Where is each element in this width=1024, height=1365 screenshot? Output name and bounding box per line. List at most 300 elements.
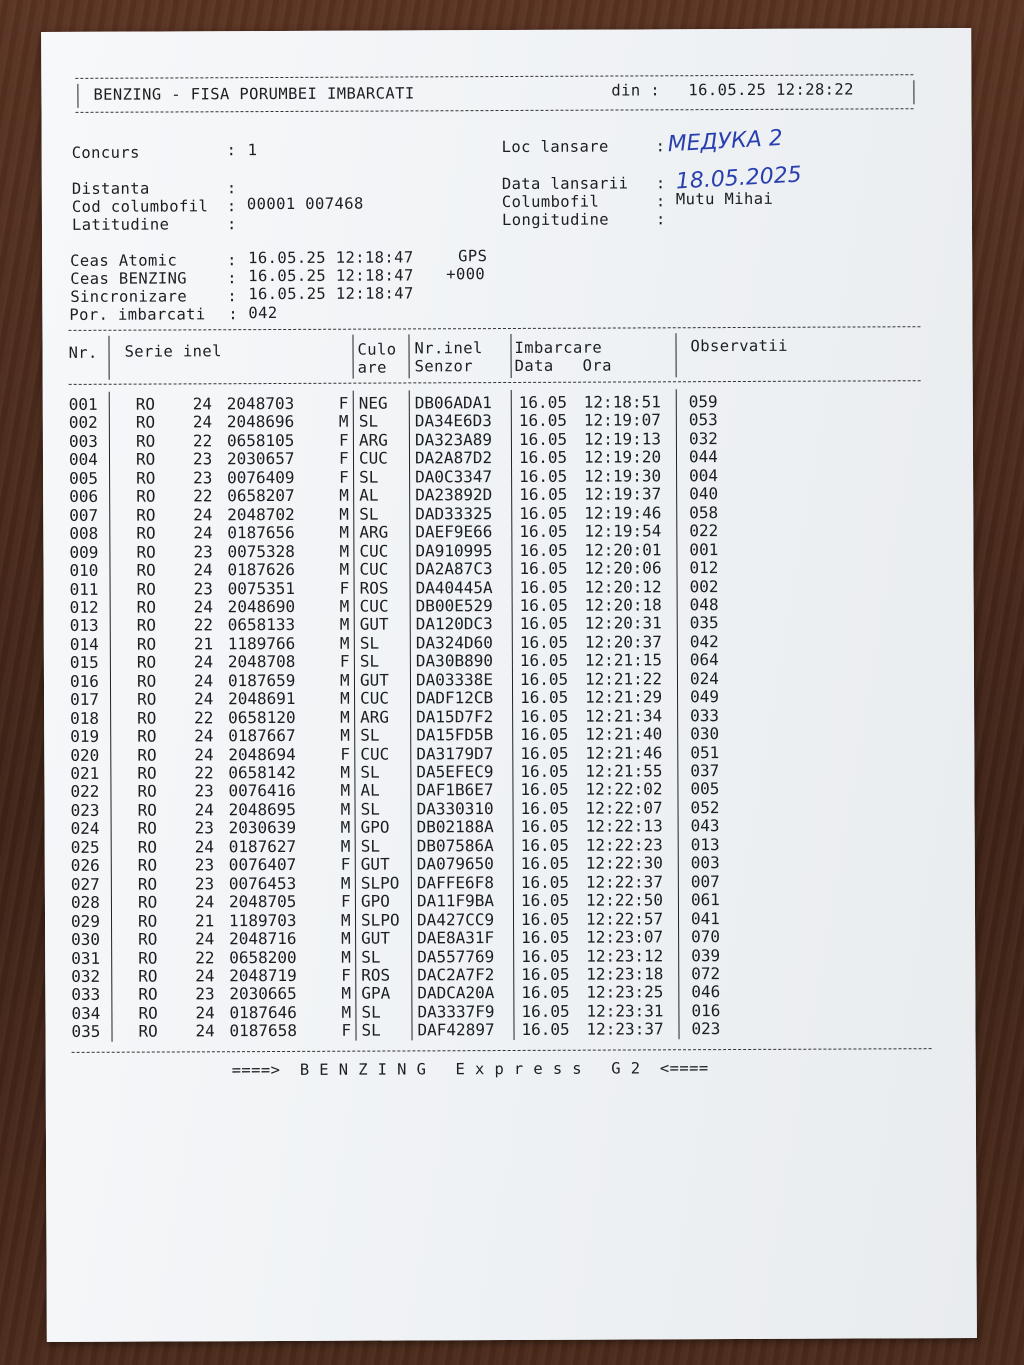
col-header-data: Data	[514, 356, 554, 375]
row-sex: F	[339, 651, 350, 672]
row-sex: M	[341, 984, 352, 1004]
row-sex: M	[340, 799, 351, 819]
row-date: 16.05	[520, 817, 569, 837]
row-ring: 1189766	[227, 633, 296, 654]
loc-lansare-colon: :	[655, 137, 666, 156]
row-nr: 006	[69, 487, 99, 507]
row-obs: 041	[690, 908, 720, 928]
row-nr: 004	[68, 450, 98, 470]
table-header-rule	[69, 380, 921, 386]
row-year: 22	[194, 707, 214, 728]
row-nr: 016	[69, 671, 99, 691]
row-time: 12:19:46	[584, 503, 662, 523]
row-color: SL	[358, 412, 379, 432]
cod-columbofil-colon: :	[226, 197, 237, 216]
row-year: 23	[193, 541, 213, 561]
row-sex: F	[338, 393, 349, 413]
row-country: RO	[137, 708, 157, 728]
data-lansarii-handwritten: 18.05.2025	[675, 162, 803, 195]
row-sensor: DA557769	[417, 946, 495, 966]
row-sensor: DA2A87D2	[414, 448, 493, 468]
row-obs: 039	[691, 945, 721, 965]
row-country: RO	[138, 929, 158, 949]
row-sensor: DA03338E	[415, 669, 494, 690]
row-date: 16.05	[519, 595, 568, 615]
row-nr: 009	[69, 542, 99, 562]
row-country: RO	[136, 542, 156, 562]
table-top-rule	[68, 326, 920, 332]
row-obs: 023	[691, 1019, 721, 1039]
row-ring: 2030657	[226, 449, 295, 469]
columbofil-colon: :	[655, 192, 666, 211]
row-time: 12:21:15	[584, 650, 662, 670]
row-color: GUT	[359, 614, 389, 635]
row-sensor: DA120DC3	[415, 614, 493, 634]
body-divider	[511, 390, 515, 1040]
row-ring: 2030639	[228, 818, 297, 838]
row-country: RO	[136, 505, 156, 525]
row-date: 16.05	[520, 909, 570, 929]
row-obs: 003	[690, 853, 720, 873]
row-sex: M	[339, 485, 349, 505]
row-date: 16.05	[521, 927, 570, 947]
row-sex: M	[340, 707, 350, 727]
row-color: CUC	[358, 448, 388, 468]
concurs-value: 1	[247, 141, 258, 160]
row-color: NEG	[358, 393, 388, 413]
row-country: RO	[137, 892, 158, 912]
row-time: 12:21:29	[585, 687, 663, 707]
row-obs: 040	[689, 484, 719, 504]
row-sensor: DA079650	[416, 854, 494, 874]
row-nr: 032	[71, 966, 101, 986]
row-color: ARG	[360, 707, 390, 727]
row-time: 12:19:20	[583, 447, 662, 468]
row-sex: M	[339, 541, 350, 561]
row-time: 12:23:25	[586, 982, 664, 1003]
row-color: ROS	[361, 965, 391, 985]
cod-columbofil-label: Cod columbofil	[71, 197, 209, 216]
row-ring: 0658120	[228, 707, 296, 727]
row-ring: 0187626	[227, 559, 295, 580]
row-date: 16.05	[521, 1020, 570, 1040]
row-nr: 011	[69, 579, 99, 599]
col-header-are: are	[357, 358, 387, 377]
row-country: RO	[135, 394, 156, 414]
row-date: 16.05	[520, 798, 569, 818]
row-ring: 2048694	[228, 744, 296, 764]
row-country: RO	[138, 1021, 158, 1041]
row-sensor: DB07586A	[416, 835, 494, 856]
row-year: 24	[193, 597, 213, 617]
cod-columbofil-value: 00001 007468	[246, 194, 364, 214]
row-ring: 0187667	[228, 726, 296, 746]
row-time: 12:19:07	[583, 410, 661, 431]
col-divider	[408, 334, 409, 378]
row-obs: 016	[691, 1000, 721, 1021]
row-sex: M	[339, 596, 350, 616]
row-nr: 017	[70, 689, 100, 710]
row-sex: M	[340, 910, 351, 930]
row-year: 22	[193, 486, 213, 506]
row-year: 23	[192, 449, 213, 469]
por-imbarcati-value: 042	[248, 304, 278, 323]
row-color: CUC	[359, 596, 389, 616]
row-time: 12:23:18	[586, 964, 664, 984]
row-country: RO	[137, 855, 158, 875]
col-header-nrinel: Nr.inel	[414, 339, 483, 358]
row-nr: 021	[70, 763, 100, 783]
row-nr: 022	[70, 782, 100, 802]
row-sensor: DA40445A	[415, 577, 493, 597]
col-header-nr: Nr.	[68, 343, 98, 362]
row-color: SL	[359, 504, 379, 524]
printout-sheet	[41, 28, 977, 1342]
row-year: 21	[194, 910, 215, 930]
row-ring: 0075328	[227, 541, 295, 561]
row-country: RO	[136, 615, 157, 636]
row-sensor: DA330310	[416, 798, 494, 819]
row-sensor: DAF42897	[417, 1020, 495, 1040]
row-nr: 010	[69, 560, 99, 580]
row-date: 16.05	[520, 743, 569, 763]
row-ring: 0658105	[226, 430, 295, 451]
row-obs: 042	[689, 631, 719, 652]
row-color: SL	[360, 836, 381, 856]
row-sex: M	[339, 559, 350, 579]
row-color: CUC	[360, 744, 390, 764]
row-date: 16.05	[521, 983, 570, 1003]
row-date: 16.05	[520, 780, 569, 800]
row-obs: 007	[690, 871, 720, 891]
row-year: 24	[192, 412, 213, 432]
columbofil-label: Columbofil	[501, 192, 600, 212]
row-year: 22	[192, 431, 213, 451]
row-obs: 044	[688, 447, 718, 467]
row-date: 16.05	[519, 484, 568, 505]
row-time: 12:20:31	[584, 613, 662, 634]
row-obs: 052	[690, 797, 720, 818]
row-country: RO	[136, 634, 157, 654]
row-color: ARG	[358, 430, 388, 450]
row-year: 24	[193, 504, 213, 525]
row-sensor: DAE8A31F	[417, 928, 495, 948]
row-sensor: DA11F9BA	[416, 891, 495, 911]
row-obs: 024	[689, 668, 719, 688]
row-ring: 1189703	[228, 910, 297, 930]
row-obs: 037	[690, 761, 720, 781]
row-sex: F	[339, 578, 350, 598]
row-time: 12:21:46	[585, 742, 663, 763]
row-date: 16.05	[518, 429, 568, 449]
row-ring: 2048702	[227, 504, 295, 524]
col-header-observatii: Observatii	[690, 336, 788, 356]
row-sex: M	[339, 522, 350, 542]
row-year: 23	[195, 984, 215, 1004]
concurs-label: Concurs	[71, 143, 140, 162]
row-obs: 048	[689, 595, 719, 615]
row-sex: M	[341, 1002, 352, 1022]
row-date: 16.05	[520, 835, 569, 855]
row-obs: 032	[688, 428, 718, 449]
row-sex: F	[341, 1020, 352, 1041]
row-year: 24	[193, 560, 213, 580]
row-country: RO	[138, 948, 158, 968]
row-color: GUT	[360, 854, 390, 874]
col-divider	[352, 335, 353, 379]
row-obs: 059	[688, 392, 718, 412]
row-color: GPA	[361, 983, 391, 1004]
row-sensor: DB02188A	[416, 817, 494, 837]
row-date: 16.05	[520, 872, 570, 892]
row-date: 16.05	[519, 503, 568, 523]
row-time: 12:19:30	[584, 466, 662, 486]
row-nr: 018	[70, 708, 100, 728]
row-country: RO	[136, 597, 156, 617]
row-date: 16.05	[519, 669, 569, 689]
col-header-culo: Culo	[357, 340, 397, 359]
row-sensor: DA2A87C3	[415, 559, 493, 579]
row-time: 12:20:12	[584, 576, 662, 597]
row-year: 24	[194, 726, 214, 746]
row-country: RO	[136, 579, 156, 599]
row-ring: 0075351	[227, 578, 296, 598]
row-ring: 2048690	[227, 596, 296, 617]
row-sensor: DB00E529	[415, 596, 493, 616]
row-sensor: DADCA20A	[417, 983, 495, 1003]
row-color: CUC	[360, 688, 390, 708]
ceas-benzing-colon: :	[227, 269, 237, 288]
row-date: 16.05	[518, 411, 568, 431]
row-sex: M	[338, 412, 349, 432]
row-sex: M	[340, 873, 351, 893]
row-ring: 0658200	[229, 947, 297, 967]
row-time: 12:19:54	[584, 521, 662, 541]
row-country: RO	[135, 431, 156, 451]
row-ring: 0076407	[228, 855, 297, 875]
row-obs: 001	[689, 539, 719, 559]
row-date: 16.05	[519, 651, 569, 671]
row-obs: 035	[689, 613, 719, 633]
col-header-senzor: Senzor	[414, 357, 474, 376]
sincronizare-value: 16.05.25 12:18:47	[248, 284, 414, 304]
row-sensor: DA3337F9	[417, 1001, 495, 1022]
row-country: RO	[137, 911, 158, 931]
row-time: 12:23:37	[586, 1019, 664, 1039]
row-year: 24	[194, 892, 215, 912]
row-country: RO	[136, 671, 157, 691]
row-obs: 033	[690, 705, 720, 725]
row-country: RO	[136, 468, 156, 488]
header-right-border	[913, 80, 914, 104]
row-sex: M	[340, 688, 350, 708]
row-nr: 005	[69, 468, 99, 488]
ceas-atomic-colon: :	[227, 251, 237, 270]
row-nr: 008	[69, 523, 99, 544]
row-year: 23	[194, 873, 215, 894]
row-year: 24	[195, 1021, 215, 1041]
row-time: 12:21:22	[584, 669, 663, 689]
row-sensor: DA23892D	[415, 485, 493, 505]
row-date: 16.05	[520, 687, 569, 708]
row-obs: 043	[690, 816, 720, 836]
row-obs: 058	[689, 502, 719, 522]
row-year: 24	[193, 652, 214, 672]
row-color: SL	[361, 947, 381, 967]
body-divider	[109, 392, 113, 1042]
row-obs: 072	[691, 964, 721, 984]
row-country: RO	[136, 560, 156, 580]
row-ring: 0187627	[228, 836, 297, 857]
row-obs: 013	[690, 834, 720, 855]
row-year: 22	[193, 615, 214, 635]
row-color: SL	[360, 725, 380, 745]
por-imbarcati-colon: :	[228, 305, 239, 324]
row-country: RO	[136, 523, 156, 543]
row-year: 24	[194, 837, 215, 857]
col-divider	[108, 336, 109, 380]
longitudine-colon: :	[655, 210, 666, 229]
row-sensor: DA324D60	[415, 632, 493, 653]
row-color: GPO	[360, 891, 390, 911]
row-country: RO	[137, 874, 158, 894]
row-country: RO	[138, 1003, 158, 1023]
row-country: RO	[136, 486, 156, 506]
row-color: SL	[359, 633, 380, 653]
row-nr: 031	[71, 948, 101, 968]
row-color: CUC	[359, 541, 389, 561]
row-year: 22	[195, 947, 215, 967]
col-divider	[510, 334, 511, 378]
latitudine-colon: :	[226, 215, 237, 234]
row-nr: 020	[70, 745, 100, 765]
row-date: 16.05	[520, 890, 570, 911]
row-country: RO	[137, 800, 157, 820]
row-sex: M	[339, 670, 350, 690]
row-sex: M	[340, 725, 350, 745]
row-date: 16.05	[518, 392, 567, 412]
row-obs: 002	[689, 576, 719, 596]
row-date: 16.05	[520, 853, 569, 874]
col-header-ora: Ora	[582, 356, 612, 375]
row-nr: 013	[69, 616, 99, 636]
row-year: 24	[194, 800, 214, 820]
row-sensor: DA0C3347	[415, 466, 493, 487]
row-ring: 2048719	[229, 965, 297, 986]
loc-lansare-label: Loc lansare	[501, 137, 609, 157]
row-sensor: DA427CC9	[416, 909, 495, 929]
row-date: 16.05	[519, 632, 569, 652]
row-ring: 0187658	[229, 1021, 297, 1041]
row-date: 16.05	[521, 964, 570, 984]
ceas-atomic-value: 16.05.25 12:18:47	[248, 248, 414, 268]
row-year: 24	[193, 523, 213, 543]
row-ring: 0076409	[227, 467, 295, 488]
row-ring: 0076416	[228, 781, 296, 801]
ceas-atomic-suffix: GPS	[458, 247, 488, 266]
header-bottom-rule	[75, 108, 913, 114]
row-color: GPO	[360, 817, 390, 837]
body-divider	[676, 389, 680, 1039]
row-color: SL	[360, 799, 380, 819]
row-date: 16.05	[520, 706, 569, 726]
row-sex: F	[338, 430, 349, 450]
col-header-serie: Serie inel	[124, 342, 222, 361]
row-time: 12:18:51	[583, 392, 661, 412]
row-country: RO	[137, 763, 157, 783]
row-sex: M	[340, 818, 351, 838]
sincronizare-label: Sincronizare	[70, 287, 188, 306]
row-time: 12:22:50	[585, 890, 664, 910]
row-date: 16.05	[520, 724, 569, 745]
row-nr: 023	[70, 800, 100, 820]
row-date: 16.05	[519, 614, 568, 634]
row-ring: 2048705	[228, 892, 297, 912]
columbofil-value: Mutu Mihai	[675, 189, 774, 209]
row-country: RO	[138, 966, 158, 986]
col-header-imbarcare: Imbarcare	[514, 338, 603, 357]
sincronizare-colon: :	[227, 287, 238, 306]
row-ring: 2048695	[228, 799, 297, 820]
ceas-benzing-suffix: +000	[446, 265, 486, 284]
body-divider	[353, 391, 357, 1041]
ceas-benzing-label: Ceas BENZING	[70, 269, 188, 288]
row-year: 23	[193, 578, 213, 598]
row-year: 24	[195, 1003, 215, 1023]
data-lansarii-colon: :	[655, 174, 666, 193]
row-country: RO	[137, 837, 158, 857]
row-ring: 0187659	[227, 670, 296, 690]
row-ring: 0076453	[228, 873, 297, 893]
row-obs: 049	[690, 687, 720, 707]
row-color: SLPO	[360, 873, 400, 893]
row-nr: 024	[70, 819, 100, 839]
row-obs: 005	[690, 779, 720, 799]
row-time: 12:22:37	[585, 872, 663, 892]
row-year: 23	[194, 818, 214, 838]
row-sensor: DAEF9E66	[415, 522, 493, 542]
row-date: 16.05	[518, 448, 568, 468]
row-sensor: DA910995	[415, 540, 493, 561]
row-sex: F	[340, 891, 351, 911]
row-sex: M	[339, 615, 350, 635]
row-nr: 028	[70, 892, 100, 913]
row-obs: 053	[688, 410, 718, 430]
row-time: 12:21:40	[585, 724, 663, 744]
row-color: SL	[359, 651, 380, 671]
row-country: RO	[135, 412, 156, 433]
row-date: 16.05	[519, 521, 568, 542]
row-time: 12:22:23	[585, 835, 663, 855]
row-time: 12:22:07	[585, 798, 663, 818]
row-nr: 033	[71, 985, 101, 1005]
row-color: ARG	[359, 522, 389, 542]
row-time: 12:22:57	[585, 908, 664, 929]
row-year: 21	[193, 634, 214, 654]
longitudine-label: Longitudine	[501, 210, 610, 230]
row-date: 16.05	[520, 761, 569, 781]
document-title: BENZING - FISA PORUMBEI IMBARCATI	[93, 84, 415, 104]
row-color: SL	[360, 762, 380, 782]
row-sensor: DAD33325	[415, 503, 493, 524]
row-year: 24	[192, 394, 213, 414]
row-nr: 034	[71, 1003, 101, 1023]
row-sensor: DA323A89	[414, 429, 493, 450]
row-obs: 070	[691, 927, 721, 947]
row-sensor: DAFFE6F8	[416, 872, 494, 893]
header-left-border	[77, 84, 78, 108]
row-time: 12:21:34	[585, 705, 663, 726]
